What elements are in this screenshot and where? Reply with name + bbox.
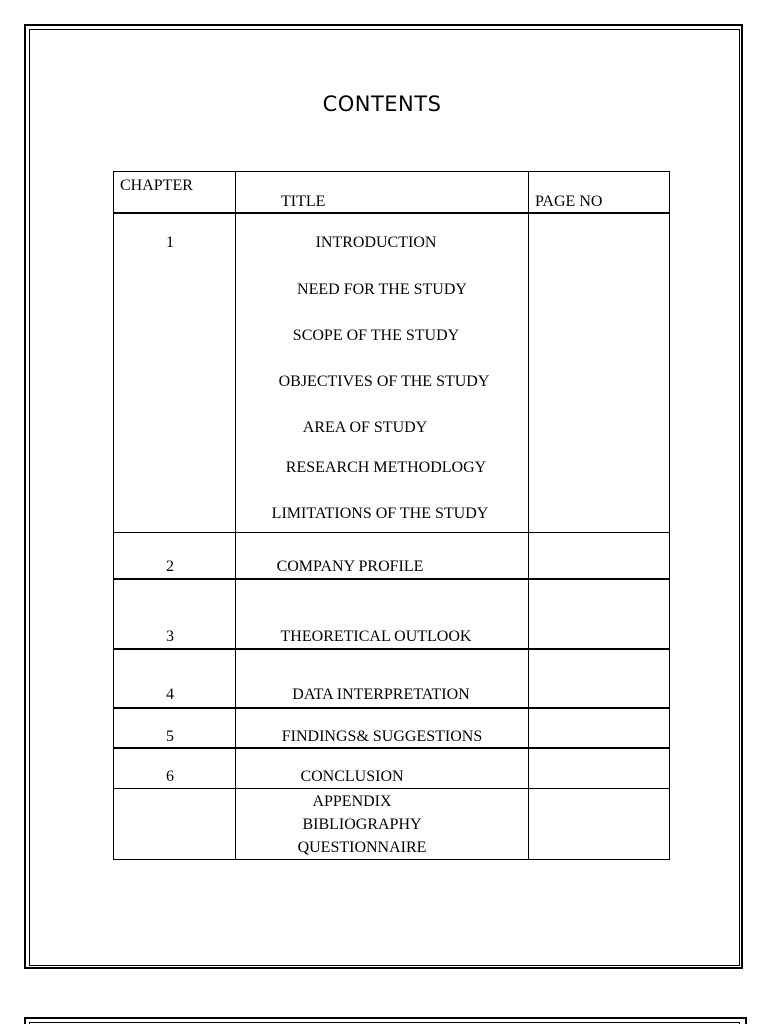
chapter-number: 6 [166,768,174,785]
row-divider [114,707,669,709]
contents-table [113,171,670,860]
toc-entry: APPENDIX [312,793,392,810]
page-title: CONTENTS [322,92,442,116]
column-divider-chapter [235,172,236,859]
toc-entry: RESEARCH METHODLOGY [285,459,487,476]
chapter-number: 4 [166,686,174,703]
row-divider [114,578,669,580]
toc-entry: DATA INTERPRETATION [292,686,470,703]
row-divider [114,648,669,650]
row-divider [114,747,669,749]
toc-entry: THEORETICAL OUTLOOK [280,628,472,645]
header-page-no: PAGE NO [535,193,603,210]
chapter-number: 1 [166,234,174,251]
chapter-number: 3 [166,628,174,645]
toc-entry: AREA OF STUDY [302,419,428,436]
toc-entry: LIMITATIONS OF THE STUDY [271,505,489,522]
toc-entry: COMPANY PROFILE [276,558,424,575]
chapter-number: 5 [166,728,174,745]
toc-entry: QUESTIONNAIRE [297,839,427,856]
toc-entry: OBJECTIVES OF THE STUDY [278,373,490,390]
header-divider [114,212,669,214]
toc-entry: NEED FOR THE STUDY [297,281,467,298]
header-title: TITLE [281,193,326,210]
row-divider [114,532,669,533]
chapter-number: 2 [166,558,174,575]
toc-entry: CONCLUSION [300,768,404,785]
toc-entry: BIBLIOGRAPHY [302,816,422,833]
toc-entry: INTRODUCTION [315,234,437,251]
row-divider [114,788,669,789]
header-chapter: CHAPTER [120,177,193,194]
column-divider-page [528,172,529,859]
toc-entry: SCOPE OF THE STUDY [292,327,460,344]
toc-entry: FINDINGS& SUGGESTIONS [281,728,483,745]
